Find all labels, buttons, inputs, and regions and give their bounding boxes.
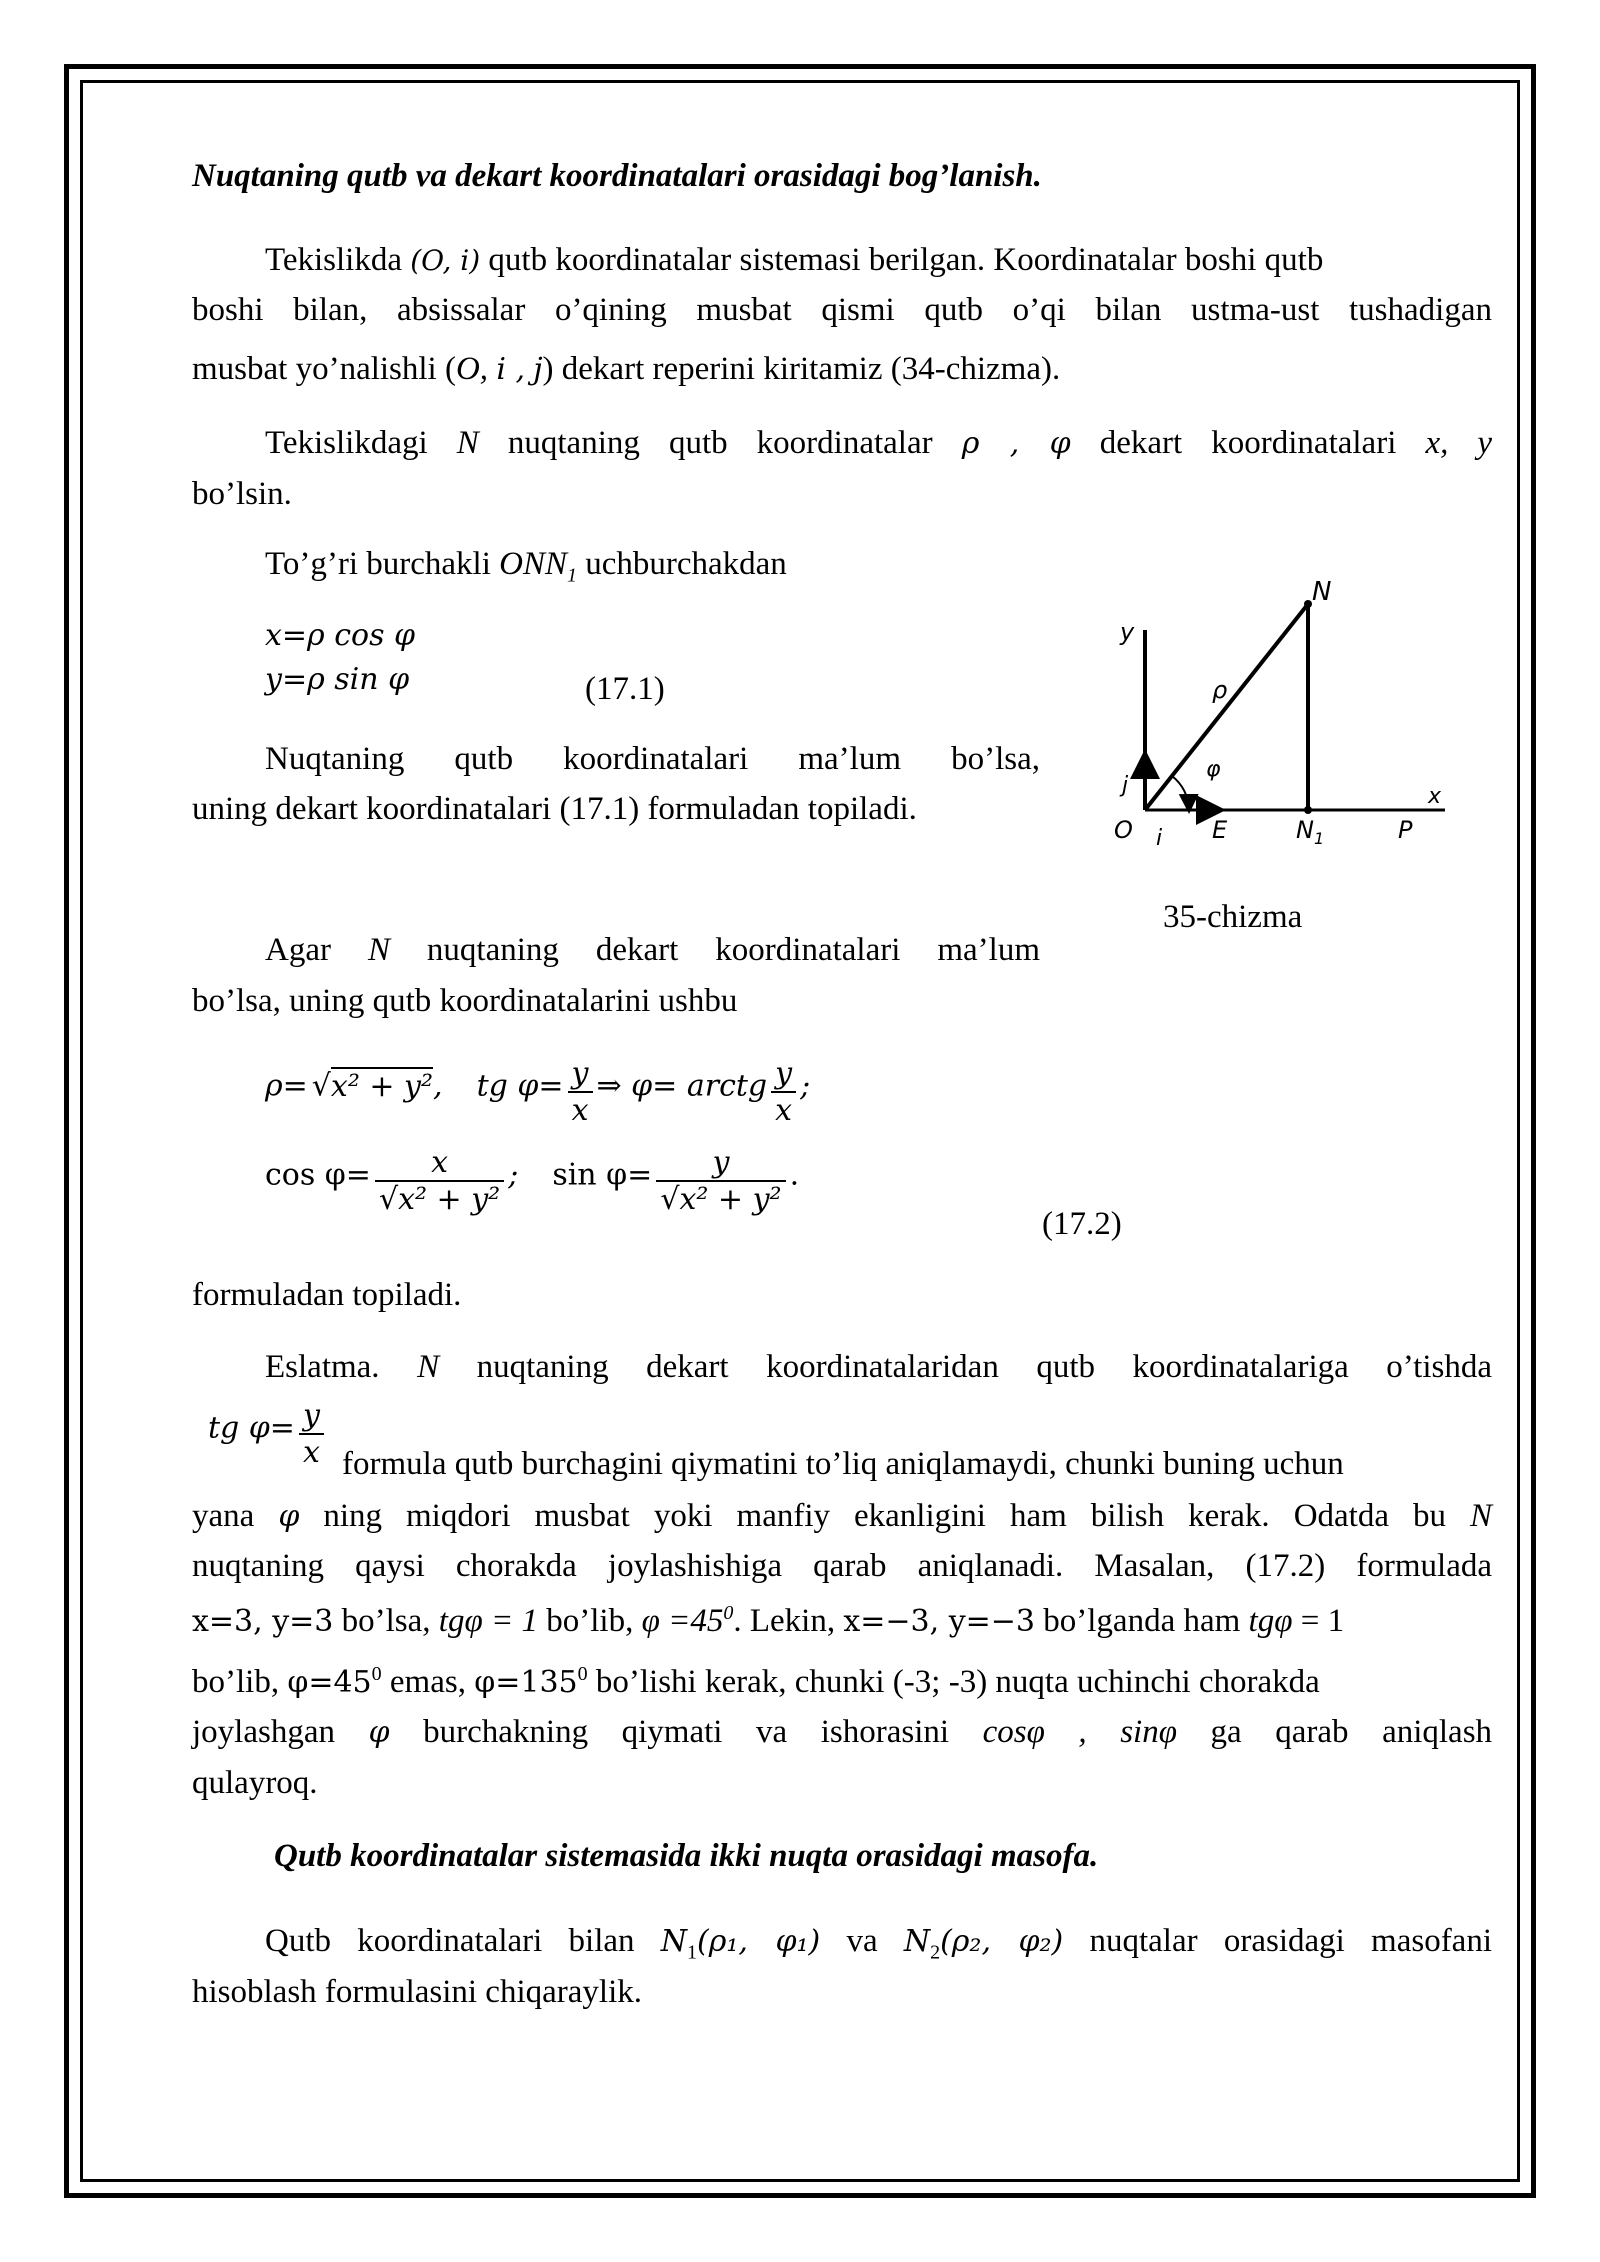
label-n1: N (1296, 816, 1314, 844)
p8-a: Qutb koordinatalari bilan (265, 1923, 635, 1959)
p7-frac (299, 1398, 324, 1470)
p1-system: (O, i) (410, 244, 481, 277)
p7-line6-b-sup: 0 (371, 1663, 382, 1685)
p4-line1: Nuqtaning qutb koordinatalari ma’lum bo’lsa, (265, 741, 1040, 777)
p8-b: nuqtalar orasidagi masofani (1089, 1923, 1492, 1959)
eq171-line1: x=ρ cos φ (265, 618, 416, 653)
figure-35 (1100, 560, 1460, 860)
p7-line5-c: tgφ = 1 (438, 1603, 538, 1639)
frac1-num: y (568, 1056, 593, 1093)
p7-tg-formula (208, 1398, 324, 1470)
sqrt-1-body: x² + y² (330, 1068, 434, 1104)
p8-n2-sub: 2 (930, 1941, 941, 1964)
p1-line2: boshi bilan, absissalar o’qining musbat qismi qutb o’qi bilan ustma-ust tushadigan (192, 292, 1492, 328)
p6: formuladan topiladi. (192, 1277, 462, 1313)
p7-line3-n: N (1470, 1498, 1493, 1534)
eq172-tg: tg φ= (476, 1068, 564, 1104)
frac-sin-sqrt: x² + y² (679, 1182, 782, 1217)
frac-sin (656, 1145, 785, 1217)
frac-sin-num: y (656, 1145, 785, 1182)
p7-b: nuqtaning dekart koordinatalaridan qutb koordinatalariga o’tishda (476, 1349, 1492, 1385)
eq172-row2 (265, 1145, 799, 1217)
p2-line2: bo’lsin. (192, 476, 292, 512)
p8-line2: hisoblash formulasini chiqaraylik. (192, 1974, 642, 2010)
p3-sub: 1 (566, 564, 577, 587)
p7-line5-e-sup: 0 (723, 1602, 734, 1624)
p2-line1 (265, 427, 1492, 460)
p7-line2: formula qutb burchagini qiymatini to’liq aniqlamaydi, chunki buning uchun (342, 1446, 1344, 1482)
frac-cos (375, 1145, 504, 1217)
label-e: E (1212, 816, 1228, 844)
p7-line5-f: . Lekin, (733, 1603, 836, 1639)
p7-line6-e: bo’lishi kerak, chunki (-3; -3) nuqta uchinchi chorakda (595, 1664, 1320, 1700)
eq172-impl: ⇒ φ= arctg (596, 1068, 768, 1104)
p1-line3-a: musbat yo’nalishli ( (192, 351, 456, 387)
eq171-label: (17.1) (585, 671, 665, 707)
p5-line2: bo’lsa, uning qutb koordinatalarini ushbu (192, 983, 738, 1019)
eq172-row1 (265, 1056, 810, 1128)
p1-line3-b: ) dekart reperini kiritamiz (34-chizma). (542, 351, 1061, 387)
label-y: y (1120, 618, 1135, 646)
p8-n1: N (660, 1924, 688, 1959)
p7-line6 (192, 1664, 1320, 1699)
eq172-dot: . (789, 1157, 800, 1193)
p7-line7-c: cosφ , sinφ (982, 1714, 1177, 1750)
p7-line6-b: φ=45 (287, 1665, 372, 1700)
p7-line3-a: yana (192, 1498, 255, 1534)
frac-cos-sqrt: x² + y² (398, 1182, 501, 1217)
label-n: N (1312, 577, 1332, 607)
p2-xy: x, y (1425, 425, 1493, 461)
section-title: Nuqtaning qutb va dekart koordinatalari orasidagi bog’lanish. (192, 158, 1042, 194)
frac-cos-num: x (375, 1145, 504, 1182)
p7-line3 (192, 1500, 1492, 1533)
p4-line2: uning dekart koordinatalari (17.1) formuladan topiladi. (192, 791, 917, 827)
frac-y-x-2 (771, 1056, 796, 1128)
p8-n2-args: (ρ₂, φ₂) (940, 1924, 1064, 1959)
p7-n: N (417, 1349, 440, 1385)
p5-n: N (367, 932, 390, 968)
p1-line3 (192, 353, 1060, 386)
point-n2-expr (903, 1923, 1064, 1964)
p7-line5 (192, 1603, 1344, 1638)
p7-tgf: tg φ= (208, 1410, 295, 1446)
p8-va: va (846, 1923, 878, 1959)
label-n1-sub: 1 (1314, 829, 1325, 848)
figure-caption: 35-chizma (1163, 899, 1303, 935)
eq171-line2: y=ρ sin φ (265, 662, 410, 697)
p1-line3-i: i , (496, 352, 525, 387)
label-p: P (1398, 816, 1413, 844)
label-rho: ρ (1212, 676, 1228, 704)
eq172-label: (17.2) (1042, 1206, 1122, 1242)
p7-line4: nuqtaning qaysi chorakda joylashishiga qarab aniqlanadi. Masalan, (17.2) formulada (192, 1548, 1492, 1584)
p1-line1 (265, 244, 1323, 277)
subsection-title: Qutb koordinatalar sistemasida ikki nuqta orasidagi masofa. (274, 1838, 1099, 1874)
label-o: O (1114, 816, 1133, 844)
phi-arc (1172, 776, 1189, 810)
label-x: x (1428, 784, 1442, 809)
rho-segment (1145, 604, 1308, 810)
p7-line5-i: tgφ (1248, 1603, 1293, 1639)
p8-n2: N (903, 1924, 931, 1959)
p7-line7 (192, 1716, 1492, 1749)
p7-line5-a: x=3, y=3 (192, 1604, 334, 1639)
p1-text-a: Tekislikda (265, 242, 402, 278)
p5-a: Agar (265, 932, 331, 968)
p8-line1 (265, 1925, 1492, 1963)
eq172-semi: ; (800, 1068, 811, 1104)
p5-line1 (265, 934, 1040, 967)
p7-line7-d: ga qarab aniqlash (1210, 1714, 1493, 1750)
p2-a: Tekislikdagi (265, 425, 428, 461)
p3-line (265, 548, 787, 586)
label-i: i (1156, 826, 1163, 851)
p5-b: nuqtaning dekart koordinatalari ma’lum (426, 932, 1040, 968)
p7-line5-j: = 1 (1300, 1603, 1345, 1639)
point-n (1304, 600, 1312, 608)
frac1-den: x (571, 1093, 589, 1128)
p7-line3-b: ning miqdori musbat yoki manfiy ekanligini ham bilish kerak. Odatda bu (323, 1498, 1446, 1534)
p7-line5-d: bo’lib, (546, 1603, 634, 1639)
eq172-sin: sin φ= (552, 1157, 653, 1193)
p7-line5-b: bo’lsa, (341, 1603, 431, 1639)
p2-n: N (456, 425, 479, 461)
point-n1-expr (660, 1923, 821, 1964)
eq172-semi-2: ; (508, 1157, 519, 1193)
p7-line7-phi: φ (368, 1715, 390, 1750)
p1-line3-j: j (533, 352, 543, 387)
p7-line6-a: bo’lib, (192, 1664, 280, 1700)
p2-b: nuqtaning qutb koordinatalar (507, 425, 933, 461)
p7-line7-a: joylashgan (192, 1714, 335, 1750)
p3-b: uchburchakdan (585, 546, 787, 582)
p7-line6-c: emas, (389, 1664, 466, 1700)
eq172-cos: cos φ= (265, 1157, 371, 1193)
p7-frac-num: y (299, 1398, 324, 1435)
frac2-num: y (771, 1056, 796, 1093)
eq172-comma: , (433, 1068, 443, 1104)
p1-text-b: qutb koordinatalar sistemasi berilgan. Koordinatalar boshi qutb (488, 242, 1324, 278)
frac2-den: x (775, 1093, 793, 1128)
p7-phi: φ (278, 1499, 300, 1534)
p8-n1-sub: 1 (687, 1941, 698, 1964)
frac-y-x-1 (568, 1056, 593, 1128)
p7-line5-e: φ =45 (641, 1603, 724, 1639)
p7-line5-h: bo’lganda ham (1043, 1603, 1241, 1639)
p7-line8: qulayroq. (192, 1765, 318, 1801)
p1-line3-o: O, (455, 351, 489, 387)
p7-line7-b: burchakning qiymati va ishorasini (423, 1714, 950, 1750)
p7-frac-den: x (302, 1435, 320, 1470)
eq172-rho: ρ= (265, 1068, 308, 1104)
sqrt-1: √x² + y² (311, 1068, 434, 1104)
label-j: j (1122, 773, 1129, 798)
p8-n1-args: (ρ₁, φ₁) (697, 1924, 821, 1959)
p7-a: Eslatma. (265, 1349, 380, 1385)
p2-rhophi: ρ , φ (961, 426, 1071, 461)
p7-line5-g: x=−3, y=−3 (843, 1604, 1036, 1639)
frac-cos-den: √x² + y² (378, 1182, 501, 1217)
p7-line6-d: φ=135 (474, 1665, 578, 1700)
p7-line6-d-sup: 0 (577, 1663, 588, 1685)
p3-onn: ONN (499, 546, 567, 582)
label-phi: φ (1206, 757, 1221, 782)
point-n1 (1304, 806, 1312, 814)
p7-line1 (265, 1351, 1492, 1384)
p3-a: To’g’ri burchakli (265, 546, 491, 582)
frac-sin-den: √x² + y² (660, 1182, 782, 1217)
p2-c: dekart koordinatalari (1099, 425, 1397, 461)
